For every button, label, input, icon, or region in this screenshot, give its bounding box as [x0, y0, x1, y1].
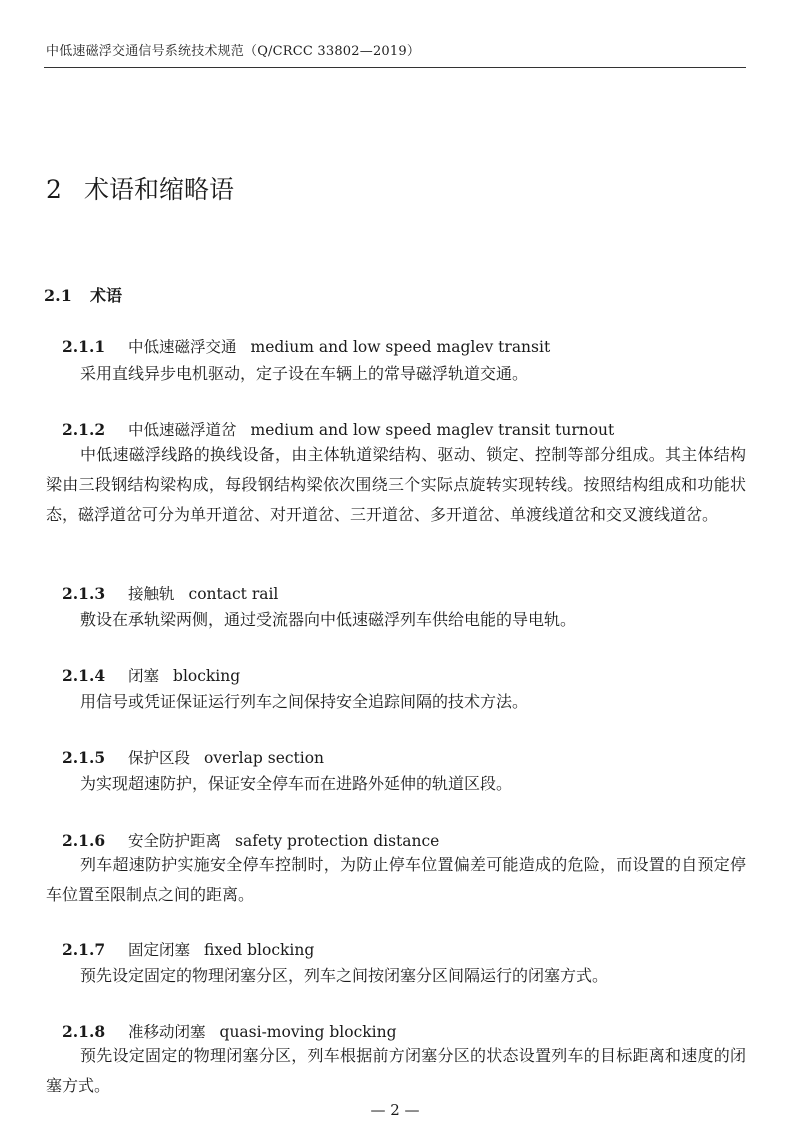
term-number: 2.1.4: [62, 666, 106, 685]
term-definition-2-1-4: 用信号或凭证保证运行列车之间保持安全追踪间隔的技术方法。: [80, 692, 529, 711]
term-zh: 准移动闭塞: [128, 1023, 206, 1041]
section-number: 2.1: [44, 286, 72, 305]
term-heading-2-1-8: [62, 1020, 397, 1042]
term-heading-2-1-1: [62, 335, 550, 357]
term-en: medium and low speed maglev transit: [250, 338, 551, 356]
chapter-title-text: 术语和缩略语: [84, 175, 235, 204]
term-number: 2.1.3: [62, 584, 106, 603]
chapter-title: [46, 170, 234, 206]
term-en: contact rail: [188, 585, 279, 603]
term-definition-2-1-6: 列车超速防护实施安全停车控制时，为防止停车位置偏差可能造成的危险，而设置的自预定停车位置至限制点之间的距离。: [46, 855, 746, 904]
term-en: overlap section: [204, 749, 325, 767]
term-number: 2.1.2: [62, 420, 106, 439]
chapter-number: 2: [46, 175, 62, 204]
term-number: 2.1.6: [62, 831, 106, 850]
header-rule: [44, 67, 746, 68]
term-en: safety protection distance: [235, 832, 440, 850]
term-definition-2-1-8: 预先设定固定的物理闭塞分区，列车根据前方闭塞分区的状态设置列车的目标距离和速度的闭塞方式。: [46, 1046, 746, 1095]
term-zh: 固定闭塞: [128, 941, 191, 959]
term-number: 2.1.1: [62, 337, 106, 356]
term-heading-2-1-7: [62, 938, 314, 960]
term-heading-2-1-3: [62, 582, 278, 604]
term-en: quasi-moving blocking: [219, 1023, 397, 1041]
term-heading-2-1-5: [62, 746, 324, 768]
term-zh: 闭塞: [128, 667, 160, 685]
term-zh: 中低速磁浮交通: [128, 338, 237, 356]
term-zh: 保护区段: [128, 749, 191, 767]
term-en: fixed blocking: [204, 941, 315, 959]
running-header: 中低速磁浮交通信号系统技术规范（Q/CRCC 33802—2019）: [46, 44, 421, 59]
term-heading-2-1-2: [62, 418, 614, 440]
term-heading-2-1-6: [62, 829, 439, 851]
page-number: — 2 —: [370, 1101, 420, 1119]
term-definition-2-1-5: 为实现超速防护，保证安全停车而在进路外延伸的轨道区段。: [80, 774, 513, 793]
section-heading: [44, 283, 122, 306]
term-en: blocking: [173, 667, 241, 685]
term-en: medium and low speed maglev transit turnout: [250, 421, 615, 439]
section-title-text: 术语: [90, 286, 123, 305]
term-definition-2-1-1: 采用直线异步电机驱动，定子设在车辆上的常导磁浮轨道交通。: [80, 364, 529, 383]
term-zh: 安全防护距离: [128, 832, 222, 850]
term-definition-2-1-7: 预先设定固定的物理闭塞分区，列车之间按闭塞分区间隔运行的闭塞方式。: [80, 966, 609, 985]
term-number: 2.1.8: [62, 1022, 106, 1041]
term-definition-2-1-3: 敷设在承轨梁两侧，通过受流器向中低速磁浮列车供给电能的导电轨。: [80, 610, 577, 629]
term-number: 2.1.7: [62, 940, 106, 959]
term-definition-2-1-2: 中低速磁浮线路的换线设备，由主体轨道梁结构、驱动、锁定、控制等部分组成。其主体结构梁由三段钢结构梁构成，每段钢结构梁依次围绕三个实际点旋转实现转线。按照结构组成和功能状态，磁浮道岔可分为单开道岔、对开道岔、三开道岔、多开道岔、单渡线道岔和交叉渡线道岔。: [46, 445, 746, 524]
term-zh: 接触轨: [128, 585, 175, 603]
term-heading-2-1-4: [62, 664, 240, 686]
term-number: 2.1.5: [62, 748, 106, 767]
term-zh: 中低速磁浮道岔: [128, 421, 237, 439]
